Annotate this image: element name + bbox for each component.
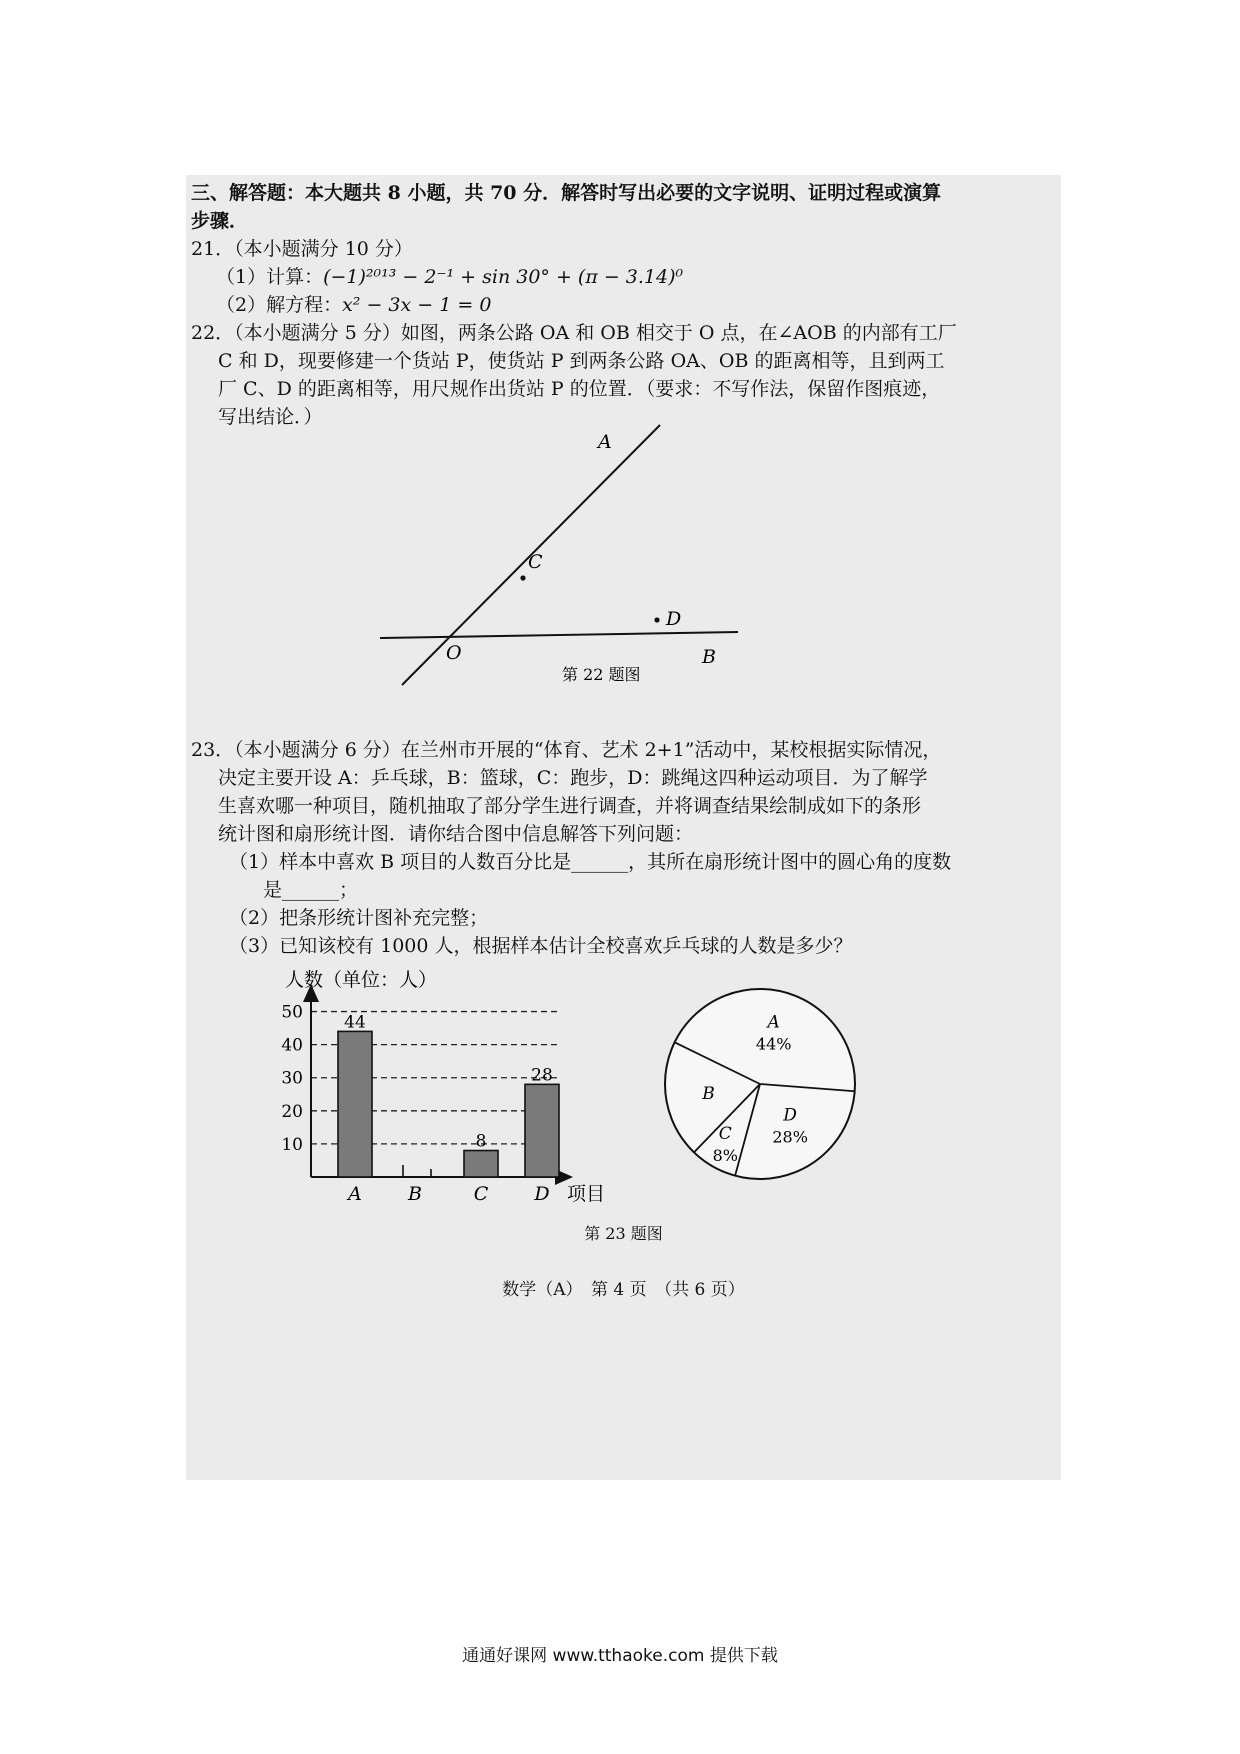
q23-text-line1: 23．（本小题满分 6 分）在兰州市开展的“体育、艺术 2+1”活动中，某校根据实际情况， [191,739,942,761]
section-heading: 三、解答题：本大题共 8 小题，共 70 分．解答时写出必要的文字说明、证明过程或演算 [191,182,942,204]
pie-slice-percent-C: 8% [712,1146,738,1166]
bar-category-label-D: D [534,1183,550,1205]
bar-y-tick-label: 20 [281,1101,303,1122]
pie-slice-percent-A: 44% [755,1034,792,1054]
q23-text-line4: 统计图和扇形统计图．请你结合图中信息解答下列问题： [218,823,694,845]
q23-sub3: （3）已知该校有 1000 人，根据样本估计全校喜欢乒乓球的人数是多少？ [229,935,853,957]
bar-D [525,1084,559,1177]
q22-text-line4: 写出结论．） [218,406,323,428]
bar-value-label-A: 44 [344,1012,366,1033]
q22-text-line3: 厂 C、D 的距离相等，用尺规作出货站 P 的位置．（要求：不写作法，保留作图痕迹， [218,378,941,400]
pie-chart [640,962,880,1202]
q21-part1 [216,264,683,290]
q21-part1-label: （1）计算： [216,266,324,288]
point-C [520,575,525,580]
q22-text-line1: 22．（本小题满分 5 分）如图，两条公路 OA 和 OB 相交于 O 点，在∠AOB 的内部有工厂 [191,322,957,344]
pie-slice-label-B: B [702,1084,715,1105]
q21-part1-expr: (−1)²⁰¹³ − 2⁻¹ + sin 30° + (π − 3.14)⁰ [323,266,684,288]
point-D [654,617,659,622]
bar-category-label-B: B [408,1183,422,1205]
bar-category-label-A: A [348,1183,362,1205]
section-heading-cont: 步骤． [191,210,249,232]
pie-series [665,989,855,1179]
q21-title: 21．（本小题满分 10 分） [191,238,413,260]
q23-sub1-a: （1）样本中喜欢 B 项目的人数百分比是______，其所在扇形统计图中的圆心角的度数 [229,851,952,873]
bar-y-tick-label: 40 [281,1035,303,1056]
bar-value-label-C: 8 [475,1131,487,1152]
q22-figure [0,420,1240,720]
page-footer: 数学（A） 第 4 页 （共 6 页） [502,1280,745,1300]
q23-text-line2: 决定主要开设 A：乒乓球，B：篮球，C：跑步，D：跳绳这四种运动项目．为了解学 [218,767,928,789]
bar-value-label-D: 28 [531,1065,553,1086]
bar-y-axis-label: 人数（单位：人） [285,969,438,991]
q21-part2 [216,292,491,318]
pie-slice-label-A: A [767,1012,780,1033]
bar-y-tick-label: 50 [281,1002,303,1023]
pie-slice-percent-D: 28% [772,1127,808,1147]
pie-slice-label-C: C [718,1124,732,1145]
bar-y-tick-label: 30 [281,1068,303,1089]
label-D: D [666,608,682,630]
q23-sub1-b: 是______； [263,879,359,901]
bar-x-axis-label: 项目 [567,1183,606,1205]
label-A: A [598,431,612,453]
q21-part2-label: （2）解方程： [216,294,343,316]
q21-part2-expr: x² − 3x − 1 = 0 [342,294,492,316]
q22-text-line2: C 和 D，现要修建一个货站 P，使货站 P 到两条公路 OA、OB 的距离相等，且到两工 [218,350,945,372]
bar-category-label-C: C [473,1183,489,1205]
pie-slice-label-D: D [783,1105,797,1126]
q23-sub2: （2）把条形统计图补充完整； [229,907,489,929]
bar-series [281,992,565,1205]
bar-chart [275,962,606,1205]
q23-text-line3: 生喜欢哪一种项目，随机抽取了部分学生进行调查，并将调查结果绘制成如下的条形 [218,795,922,817]
q23-caption: 第 23 题图 [584,1224,663,1243]
bar-C [464,1151,498,1177]
bar-y-tick-label: 10 [281,1134,303,1155]
bar-A [338,1031,372,1177]
label-C: C [528,551,543,573]
q22-caption: 第 22 题图 [562,665,641,684]
label-B: B [702,646,716,668]
site-watermark: 通通好课网 www.tthaoke.com 提供下载 [462,1646,778,1666]
ray-OB [380,632,738,638]
label-O: O [446,642,462,664]
